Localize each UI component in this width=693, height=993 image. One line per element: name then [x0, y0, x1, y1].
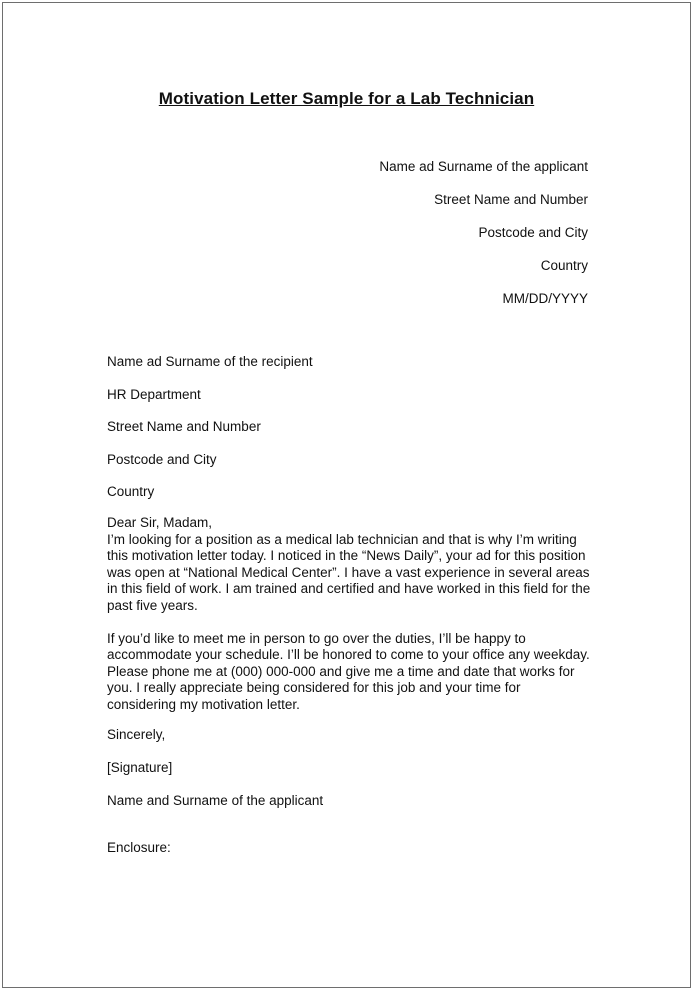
sender-street: Street Name and Number	[434, 192, 588, 207]
sender-country: Country	[540, 258, 588, 273]
signature-placeholder: [Signature]	[107, 760, 173, 775]
recipient-address-block	[107, 353, 313, 516]
letter-page	[2, 2, 691, 988]
letter-date: MM/DD/YYYY	[502, 291, 588, 306]
sender-name: Name ad Surname of the applicant	[379, 159, 588, 174]
sender-address-block	[379, 158, 588, 323]
enclosure-label: Enclosure:	[107, 840, 171, 855]
closing-phrase: Sincerely,	[107, 727, 166, 742]
body-paragraph-2: If you’d like to meet me in person to go over the duties, I’ll be happy to accommodate your schedule. I’ll be honored to come to your office any weekday. Please phone me at (000) 000-000 and give me a time and date that works for you. I really appreciate being considered for this job and your time for considering my motivation letter.	[107, 630, 590, 712]
body-paragraph-1: I’m looking for a position as a medical lab technician and that is why I’m writing this motivation letter today. I noticed in the “News Daily”, your ad for this position was open at “National Medical Center”. I have a vast experience in several areas in this field of work. I am trained and certified and have worked in this field for the past five years.	[107, 531, 591, 613]
letter-body	[107, 515, 592, 714]
closing-block	[107, 726, 323, 825]
recipient-department: HR Department	[107, 386, 201, 402]
signer-name: Name and Surname of the applicant	[107, 793, 324, 808]
recipient-country: Country	[107, 484, 155, 499]
recipient-name: Name ad Surname of the recipient	[107, 354, 313, 369]
document-title: Motivation Letter Sample for a Lab Technician	[158, 89, 535, 108]
sender-postcode-city: Postcode and City	[478, 225, 588, 240]
recipient-postcode-city: Postcode and City	[107, 451, 217, 467]
recipient-street: Street Name and Number	[107, 419, 261, 434]
salutation: Dear Sir, Madam,	[107, 515, 213, 530]
